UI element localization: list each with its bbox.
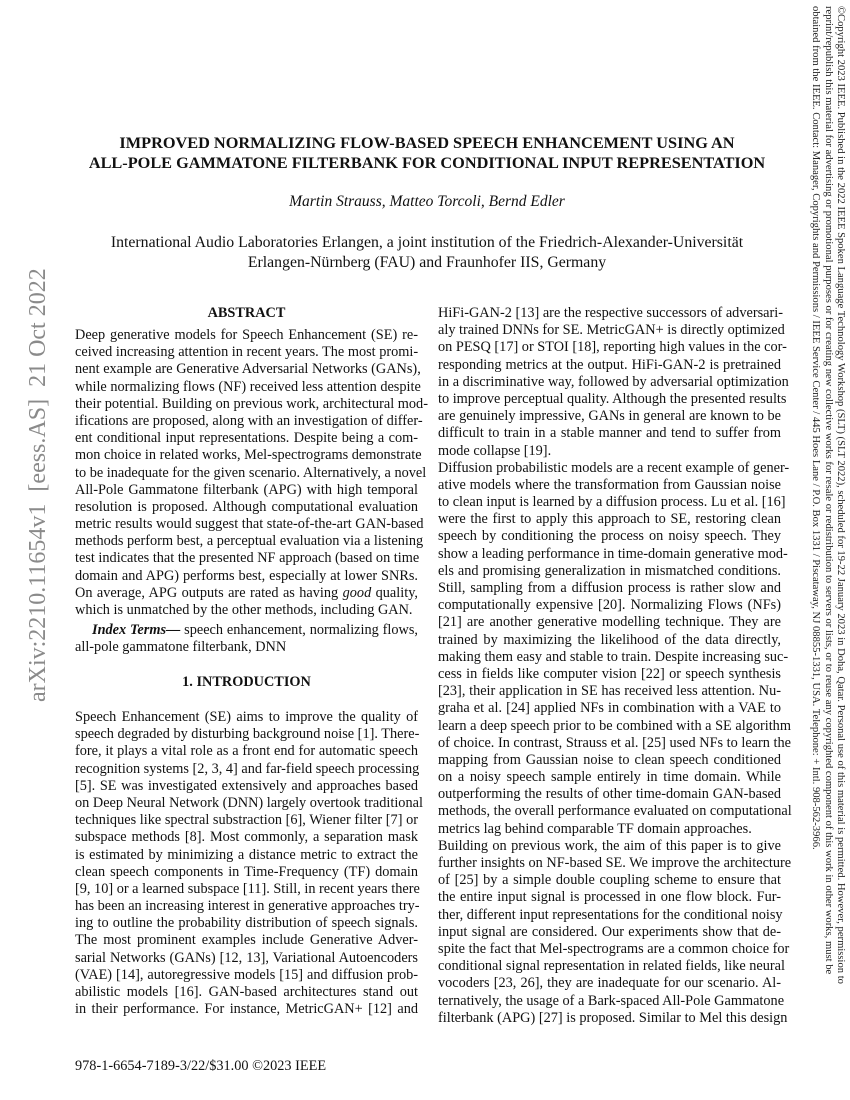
- text-line: mon choice in related works, Mel-spectrograms demonstrate: [75, 447, 422, 464]
- introduction-right-body: [438, 305, 792, 1027]
- text-line: filterbank (APG) [27] is proposed. Similar to Mel this design: [438, 1009, 788, 1026]
- index-terms-label: Index Terms—: [92, 622, 181, 638]
- index-terms-line: [75, 622, 418, 639]
- copyright-line: reprint/republish this material for advertising or promotional purposes or for creating new collective works for resale or redistribution to servers or lists, or to reuse any copyrighted component of this work in other works, must be: [822, 6, 834, 975]
- paragraph: [438, 459, 792, 838]
- text-line: The most prominent examples include Generative Adver-: [75, 932, 418, 949]
- text-line: [23], their application in SE has received less attention. Nu-: [438, 683, 781, 700]
- text-line: to improve perceptual quality. Although the presented results: [438, 390, 787, 407]
- text-line: speech by conditioning the process on noisy speech. They: [438, 528, 781, 545]
- title-line: IMPROVED NORMALIZING FLOW-BASED SPEECH ENHANCEMENT USING AN: [119, 133, 735, 152]
- affiliation-line: International Audio Laboratories Erlangen, a joint institution of the Friedrich-Alexander-Universität: [110, 234, 744, 251]
- text-line: mapping from Gaussian noise to clean speech conditioned: [438, 751, 781, 768]
- text-line: their potential. Building on previous work, architectural mod-: [75, 395, 428, 412]
- text-line: trained by maximizing the likelihood of the data directly,: [438, 631, 781, 648]
- text-line: responding metrics at the output. HiFi-GAN-2 is pretrained: [438, 356, 781, 373]
- text-line: cess in fields like computer vision [22] or speech synthesis: [438, 665, 781, 682]
- text-line: ceived increasing attention in recent years. The most promi-: [75, 344, 419, 361]
- text-line: on a noisy speech sample entirely in time domain. While: [438, 769, 781, 786]
- text-line: to be inadequate for the given scenario. Alternatively, a novel: [75, 464, 427, 481]
- text-line: ing to outline the probability distribution of speech signals.: [75, 915, 418, 932]
- text-line: outperforming the results of other time-domain GAN-based: [438, 786, 781, 803]
- text-line: which is unmatched by the other methods, including GAN.: [75, 602, 413, 618]
- text-line: [9, 10] or a learned subspace [11]. Still, in recent years there: [75, 880, 420, 897]
- index-terms-line: all-pole gammatone filterbank, DNN: [75, 639, 287, 656]
- paragraph: [438, 305, 789, 460]
- arxiv-identifier-stamp: arXiv:2210.11654v1 [eess.AS] 21 Oct 2022: [25, 268, 51, 702]
- index-terms-text: speech enhancement, normalizing flows,: [180, 622, 418, 638]
- text-line: were the first to apply this approach to SE, restoring clean: [438, 511, 781, 528]
- text-segment: quality,: [371, 584, 418, 601]
- text-line: ent conditional input representations. Despite being a com-: [75, 430, 418, 447]
- text-line: clean speech components in Time-Frequency (TF) domain: [75, 863, 418, 880]
- copyright-line: obtained from the IEEE. Contact: Manager, Copyrights and Permissions / IEEE Service Center / 445 Hoes Lane / P.O. Box 1331 / Piscataway, NJ 08855-1331, USA. Telephone: + Intl. 908-562-3966.: [810, 6, 822, 850]
- text-line: to clean input is learned by a diffusion process. Lu et al. [16]: [438, 494, 786, 511]
- text-line: abilistic models [16]. GAN-based architectures stand out: [75, 984, 418, 1000]
- text-line: [75, 585, 418, 602]
- copyright-footer: 978-1-6654-7189-3/22/$31.00 ©2023 IEEE: [75, 1058, 327, 1074]
- text-line: ative models where the transformation from Gaussian noise: [438, 476, 781, 493]
- text-line: Diffusion probabilistic models are a recent example of gener-: [438, 459, 790, 476]
- affiliation-line: Erlangen-Nürnberg (FAU) and Fraunhofer IIS, Germany: [247, 253, 607, 271]
- paper-title: [40, 133, 814, 173]
- text-line: (VAE) [14], autoregressive models [15] and diffusion prob-: [75, 966, 418, 983]
- text-line: are genuinely impressive, GANs in general are known to be: [438, 408, 781, 425]
- text-line: of choice. In contrast, Strauss et al. [25] used NFs to learn the: [438, 734, 791, 751]
- text-line: on Deep Neural Network (DNN) largely overtook traditional: [75, 794, 423, 811]
- text-line: mode collapse [19].: [438, 442, 552, 459]
- text-line: conditional signal representation in related fields, like neural: [438, 958, 785, 975]
- text-line: ther, different input representations for the conditional noisy: [438, 906, 783, 923]
- authors: Martin Strauss, Matteo Torcoli, Bernd Edler: [289, 193, 565, 210]
- text-line: Building on previous work, the aim of this paper is to give: [438, 837, 781, 854]
- text-line: metric results would suggest that state-of-the-art GAN-based: [75, 516, 424, 533]
- text-line: test indicates that the presented NF approach (based on time: [75, 550, 420, 567]
- text-line: while normalizing flows (NF) received less attention despite: [75, 378, 421, 395]
- text-line: input signal are considered. Our experiments show that de-: [438, 923, 781, 940]
- text-line: Speech Enhancement (SE) aims to improve the quality of: [75, 709, 418, 725]
- text-line: spite the fact that Mel-spectrograms are a common choice for: [438, 940, 790, 957]
- text-line: learn a deep speech prior to be combined with a SE algorithm: [438, 717, 791, 734]
- text-line: sarial Networks (GANs) [12, 13], Variational Autoencoders: [75, 949, 418, 966]
- text-line: has been an increasing interest in generative approaches try-: [75, 898, 420, 915]
- text-line: on PESQ [17] or STOI [18], reporting high values in the cor-: [438, 339, 787, 356]
- text-line: ifications are proposed, along with an investigation of differ-: [75, 412, 423, 429]
- text-line: in a discriminative way, followed by adversarial optimization: [438, 373, 789, 390]
- text-line: of [25] by a simple double coupling scheme to ensure that: [438, 872, 781, 889]
- text-line: aly trained DNNs for SE. MetricGAN+ is directly optimized: [438, 322, 785, 339]
- text-line: methods perform best, a perceptual evaluation via a listening: [75, 533, 424, 550]
- text-line: methods, the overall performance evaluated on computational: [438, 803, 792, 820]
- text-line: Still, sampling from a diffusion process is rather slow and: [438, 580, 781, 596]
- text-line: show a leading performance in time-domain generative mod-: [438, 545, 788, 562]
- abstract-heading: ABSTRACT: [207, 305, 286, 321]
- text-line: vocoders [23, 26], they are inadequate for our scenario. Al-: [438, 975, 781, 992]
- text-line: All-Pole Gammatone filterbank (APG) with high temporal: [75, 481, 418, 498]
- text-line: in their performance. For instance, MetricGAN+ [12] and: [75, 1001, 418, 1018]
- text-segment: On average, APG outputs are rated as having: [75, 584, 343, 601]
- copyright-line: ©Copyright 2023 IEEE. Published in the 2022 IEEE Spoken Language Technology Workshop (SLT) (SLT 2022), scheduled for 19-22 January 2023 in Doha, Qatar. Personal use of this material is permitted. However, permission to: [835, 6, 846, 984]
- copyright-notice: [809, 6, 846, 1100]
- text-line: computationally expensive [20]. Normalizing Flows (NFs): [438, 597, 781, 614]
- text-line: graha et al. [24] applied NFs in combination with a VAE to: [438, 700, 781, 717]
- text-line: resolution is proposed. Although computational evaluation: [75, 498, 418, 515]
- text-line: metrics lag behind comparable TF domain approaches.: [438, 820, 752, 837]
- text-line: is estimated by minimizing a distance metric to extract the: [75, 846, 418, 863]
- text-line: the entire input signal is processed in one flow block. Fur-: [438, 889, 781, 906]
- paragraph: [438, 837, 792, 1027]
- text-line: els and promising generalization in mismatched conditions.: [438, 562, 781, 579]
- text-line: difficult to train in a stable manner and tend to suffer from: [438, 425, 781, 442]
- emphasized-text: good: [342, 584, 372, 601]
- text-line: speech degraded by disturbing background noise [1]. There-: [75, 726, 420, 743]
- index-terms: [75, 622, 418, 656]
- text-line: recognition systems [2, 3, 4] and far-field speech processing: [75, 760, 420, 777]
- text-line: ternatively, the usage of a Bark-spaced All-Pole Gammatone: [438, 992, 785, 1009]
- introduction-left-body: [75, 709, 423, 1018]
- text-line: domain and APG) performs best, especially at lower SNRs.: [75, 567, 418, 584]
- text-line: [21] are another generative modelling technique. They are: [438, 614, 781, 631]
- introduction-heading: 1. INTRODUCTION: [182, 674, 311, 690]
- text-line: nent example are Generative Adversarial Networks (GANs),: [75, 361, 421, 378]
- text-line: Deep generative models for Speech Enhancement (SE) re-: [75, 327, 418, 343]
- text-line: techniques like spectral substraction [6], Wiener filter [7] or: [75, 812, 418, 829]
- text-line: subspace methods [8]. Most commonly, a separation mask: [75, 829, 418, 846]
- text-line: HiFi-GAN-2 [13] are the respective successors of adversari-: [438, 305, 783, 321]
- text-line: making them easy and stable to train. Despite increasing suc-: [438, 648, 789, 665]
- text-line: [5]. SE was investigated extensively and approaches based: [75, 777, 418, 794]
- text-line: fore, it plays a vital role as a front end for automatic speech: [75, 743, 418, 760]
- text-line: further insights on NF-based SE. We improve the architecture: [438, 855, 792, 871]
- abstract-body: [75, 327, 428, 619]
- title-line: ALL-POLE GAMMATONE FILTERBANK FOR CONDITIONAL INPUT REPRESENTATION: [88, 153, 766, 172]
- affiliation: [40, 233, 814, 272]
